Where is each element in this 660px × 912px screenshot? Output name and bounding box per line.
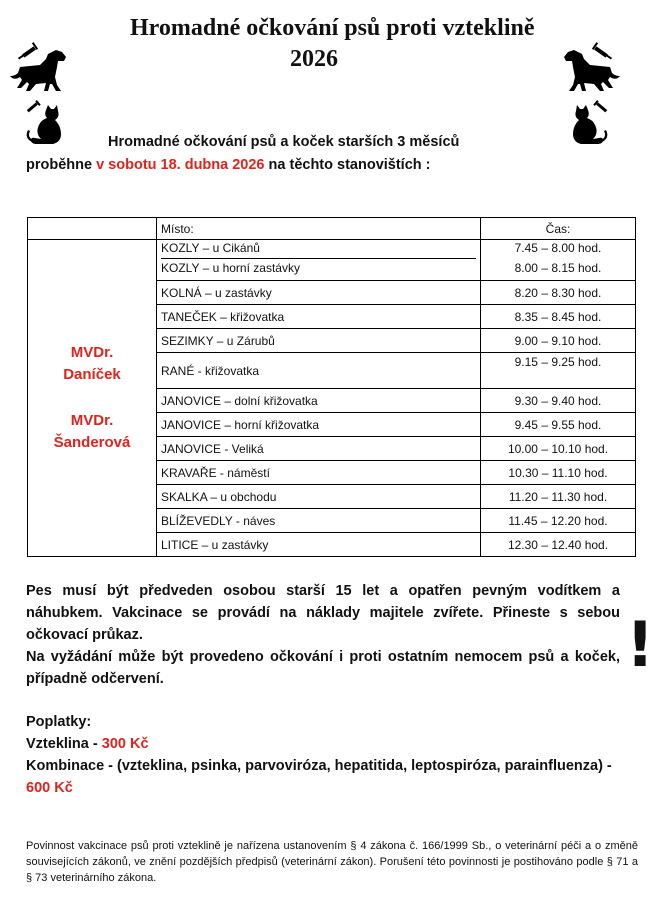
place-name: KRAVAŘE - náměstí (157, 461, 481, 485)
time-value: 9.15 – 9.25 hod. (481, 353, 636, 389)
vet-1-name: Daníček (63, 366, 121, 383)
time-value: 10.00 – 10.10 hod. (481, 437, 636, 461)
fee-rabies (26, 733, 626, 755)
place-name: JANOVICE – dolní křižovatka (157, 389, 481, 413)
title-line-1: Hromadné očkování psů proti vzteklině (130, 15, 535, 41)
place-name: TANEČEK – křižovatka (157, 305, 481, 329)
instructions-text (26, 580, 620, 690)
fee-combination (26, 755, 626, 799)
fees-heading: Poplatky: (26, 714, 92, 730)
place-name: KOLNÁ – u zastávky (157, 281, 481, 305)
fees-section (26, 711, 626, 799)
dog-with-syringe-icon (10, 40, 74, 96)
fee-rabies-label: Vzteklina - (26, 736, 102, 752)
place-name: BLÍŽEVEDLY - náves (157, 509, 481, 533)
legal-note: Povinnost vakcinace psů proti vzteklině je nařízena ustanovením § 4 zákona č. 166/1999 Sb., o veterinární péči a o změně souvisejících zákonů, ve znění pozdějších předpisů (veterinární zákon). Porušení této povinnosti je postihováno podle § 71 a § 73 veterinárního zákona. (26, 840, 638, 884)
place-name: SKALKA – u obchodu (157, 485, 481, 509)
time-value: 12.30 – 12.40 hod. (481, 533, 636, 557)
instruction-paragraph-1: Pes musí být předveden osobou starší 15 let a opatřen pevným vodítkem a náhubkem. Vakcinace se provádí na náklady majitele zvířete. Přineste s sebou očkovací průkaz. (26, 583, 620, 643)
event-date: v sobotu 18. dubna 2026 (96, 157, 265, 173)
time-value: 9.30 – 9.40 hod. (481, 389, 636, 413)
intro-suffix: na těchto stanovištích : (264, 157, 431, 173)
time-value: 7.45 – 8.00 hod. (514, 241, 602, 255)
intro-line-1: Hromadné očkování psů a koček starších 3 měsíců (108, 134, 460, 150)
fee-combination-label: Kombinace - (vzteklina, psinka, parvoviróza, hepatitida, leptospiróza, parainfluenza) - (26, 758, 612, 774)
place-name: JANOVICE – horní křižovatka (157, 413, 481, 437)
time-value: 10.30 – 11.10 hod. (481, 461, 636, 485)
page-title (130, 14, 630, 73)
table-row (28, 240, 636, 281)
instruction-paragraph-2: Na vyžádání může být provedeno očkování i proti ostatním nemocem psů a koček, případně odčervení. (26, 649, 620, 687)
place-name: JANOVICE - Veliká (157, 437, 481, 461)
intro-line-2 (26, 157, 431, 173)
time-value: 11.20 – 11.30 hod. (481, 485, 636, 509)
schedule-table (27, 217, 636, 557)
intro-text (26, 131, 606, 177)
place-name: KOZLY – u horní zastávky (161, 261, 300, 275)
time-value: 8.00 – 8.15 hod. (514, 261, 602, 275)
time-value: 9.45 – 9.55 hod. (481, 413, 636, 437)
time-value: 8.20 – 8.30 hod. (481, 281, 636, 305)
place-name: RANÉ - křižovatka (157, 353, 481, 389)
vet-2-title: MVDr. (70, 412, 114, 429)
dog-with-syringe-icon (556, 40, 620, 96)
vet-2-name: Šanderová (53, 434, 131, 451)
time-value: 8.35 – 8.45 hod. (481, 305, 636, 329)
vet-1-title: MVDr. (70, 344, 114, 361)
title-line-2: 2026 (290, 46, 338, 72)
exclamation-mark: ! (626, 608, 655, 681)
header-place: Místo: (157, 218, 481, 240)
header-empty-cell (28, 218, 157, 240)
header-time: Čas: (481, 218, 636, 240)
table-header-row (28, 218, 636, 240)
fee-combination-price: 600 Kč (26, 780, 73, 796)
place-name: KOZLY – u Cikánů (161, 241, 260, 255)
place-name: SEZIMKY – u Zárubů (157, 329, 481, 353)
time-value: 11.45 – 12.20 hod. (481, 509, 636, 533)
intro-prefix: proběhne (26, 157, 97, 173)
fee-rabies-price: 300 Kč (101, 736, 149, 752)
veterinarians-cell (28, 240, 157, 557)
place-name: LITICE – u zastávky (157, 533, 481, 557)
time-value: 9.00 – 9.10 hod. (481, 329, 636, 353)
place-cell (157, 240, 481, 281)
time-cell (481, 240, 636, 281)
